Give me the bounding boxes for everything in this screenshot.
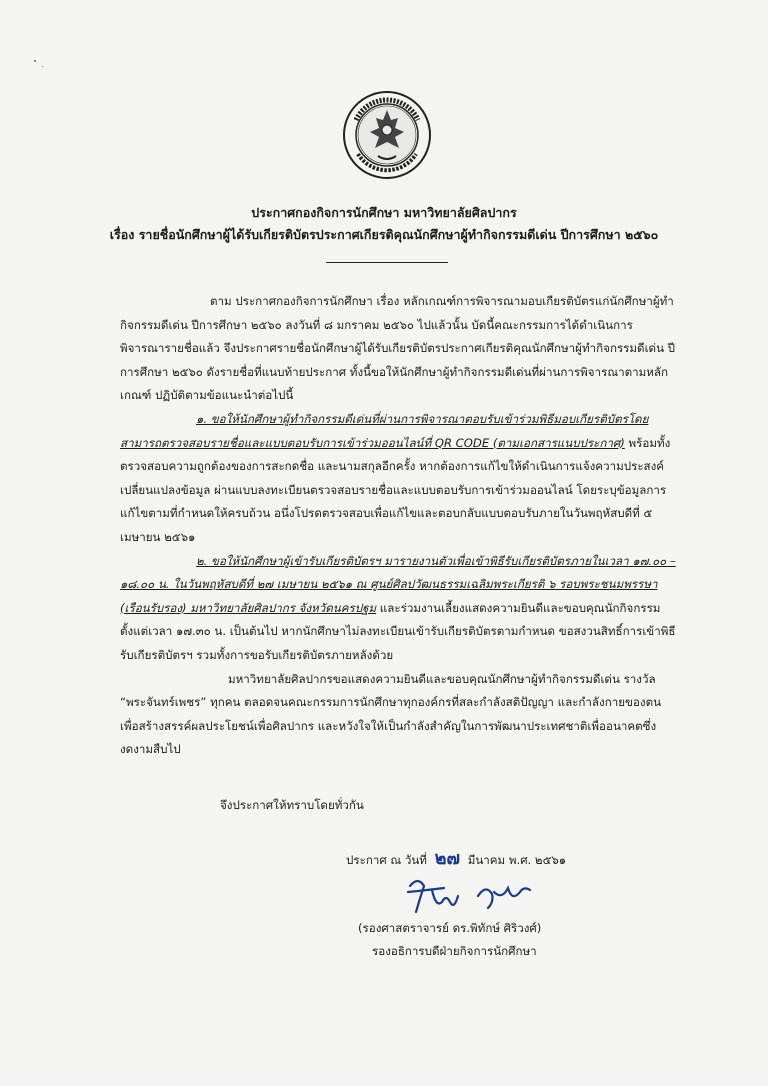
handwritten-signature bbox=[398, 872, 548, 920]
instruction-item-2-detail: และร่วมงานเลี้ยงแสดงความยินดีและขอบคุณนักกิจกรรม ตั้งแต่เวลา ๑๗.๓๐ น. เป็นต้นไป หากนักศึกษาไม่ลงทะเบียนเข้ารับเกียรติบัตรตามกำหนด ขอสงวนสิทธิ์การเข้าพิธีรับเกียรติบัตรฯ รวมทั้งการขอรับเกียรติบัตรภายหลังด้วย bbox=[120, 600, 676, 662]
instruction-item-1-emphasis: ๑. ขอให้นักศึกษาผู้ทำกิจกรรมดีเด่นที่ผ่านการพิจารณาตอบรับเข้าร่วมพิธีมอบเกียรติบัตรโดยสามารถตรวจสอบรายชื่อและแบบตอบรับการเข้าร่วมออนไลน์ที่ QR CODE (ตามเอกสารแนบประกาศ) bbox=[120, 411, 649, 450]
signatory-position: รองอธิการบดีฝ่ายกิจการนักศึกษา bbox=[372, 944, 537, 958]
subject-title: เรื่อง รายชื่อนักศึกษาผู้ได้รับเกียรติบัตรประกาศเกียรติคุณนักศึกษาผู้ทำกิจกรรมดีเด่น ปีการศึกษา ๒๕๖๐ bbox=[109, 227, 659, 242]
announcement-body bbox=[120, 290, 676, 762]
instruction-item-2-emphasis: ๒. ขอให้นักศึกษาผู้เข้ารับเกียรติบัตรฯ มารายงานตัวเพื่อเข้าพิธีรับเกียรติบัตรภายในเวลา ๑๗.๐๐ – ๑๘.๐๐ น. ในวันพฤหัสบดีที่ ๒๗ เมษายน ๒๕๖๑ ณ ศูนย์ศิลปวัฒนธรรมเฉลิมพระเกียรติ ๖ รอบพระชนมพรรษา (เรือนรับรอง) มหาวิทยาลัยศิลปากร จังหวัดนครปฐม bbox=[120, 553, 676, 615]
handwritten-day: ๒๗ bbox=[434, 848, 461, 869]
issue-date-line bbox=[346, 843, 566, 872]
instruction-item-1 bbox=[120, 408, 676, 550]
issuer-title: ประกาศกองกิจการนักศึกษา มหาวิทยาลัยศิลปากร bbox=[251, 205, 517, 220]
scan-speck bbox=[42, 66, 43, 67]
announcement-header bbox=[60, 202, 708, 246]
date-prefix: ประกาศ ณ วันที่ bbox=[346, 853, 427, 867]
congratulation-paragraph: มหาวิทยาลัยศิลปากรขอแสดงความยินดีและขอบคุณนักศึกษาผู้ทำกิจกรรมดีเด่น รางวัล “พระจันทร์เพชร” ทุกคน ตลอดจนคณะกรรมการนักศึกษาทุกองค์กรที่สละกำลังสติปัญญา และกำลังกายของตน เพื่อสร้างสรรค์ผลประโยชน์เพื่อศิลปากร และหวังใจให้เป็นกำลังสำคัญในการพัฒนาประเทศชาติเพื่ออนาคตซึ่งงดงามสืบไป bbox=[120, 671, 662, 757]
date-suffix: มีนาคม พ.ศ. ๒๕๖๑ bbox=[467, 853, 567, 867]
university-seal-logo bbox=[342, 90, 432, 180]
scan-speck bbox=[34, 60, 36, 62]
title-divider bbox=[326, 262, 448, 263]
closing-statement: จึงประกาศให้ทราบโดยทั่วกัน bbox=[220, 798, 364, 812]
intro-paragraph: ตาม ประกาศกองกิจการนักศึกษา เรื่อง หลักเกณฑ์การพิจารณามอบเกียรติบัตรแก่นักศึกษาผู้ทำกิจกรรมดีเด่น ปีการศึกษา ๒๕๖๐ ลงวันที่ ๘ มกราคม ๒๕๖๐ ไปแล้วนั้น บัดนี้คณะกรรมการได้ดำเนินการพิจารณารายชื่อแล้ว จึงประกาศรายชื่อนักศึกษาผู้ได้รับเกียรติบัตรประกาศเกียรติคุณนักศึกษาผู้ทำกิจกรรมดีเด่น ปีการศึกษา ๒๕๖๐ ดังรายชื่อที่แนบท้ายประกาศ ทั้งนี้ขอให้นักศึกษาผู้ทำกิจกรรมดีเด่นที่ผ่านการพิจารณาตามหลักเกณฑ์ ปฏิบัติตามข้อแนะนำต่อไปนี้ bbox=[120, 294, 676, 403]
signatory-name: (รองศาสตราจารย์ ดร.พิทักษ์ ศิริวงศ์) bbox=[358, 921, 542, 935]
instruction-item-2 bbox=[120, 550, 676, 668]
instruction-item-1-detail: พร้อมทั้งตรวจสอบความถูกต้องของการสะกดชื่อ และนามสกุลอีกครั้ง หากต้องการแก้ไขให้ดำเนินการแจ้งความประสงค์เปลี่ยนแปลงข้อมูล ผ่านแบบลงทะเบียนตรวจสอบรายชื่อและแบบตอบรับการเข้าร่วมออนไลน์ โดยระบุข้อมูลการแก้ไขตามที่กำหนดให้ครบถ้วน อนึ่งโปรดตรวจสอบเพื่อแก้ไขและตอบกลับแบบตอบรับภายในวันพฤหัสบดีที่ ๕ เมษายน ๒๕๖๑ bbox=[120, 435, 671, 544]
